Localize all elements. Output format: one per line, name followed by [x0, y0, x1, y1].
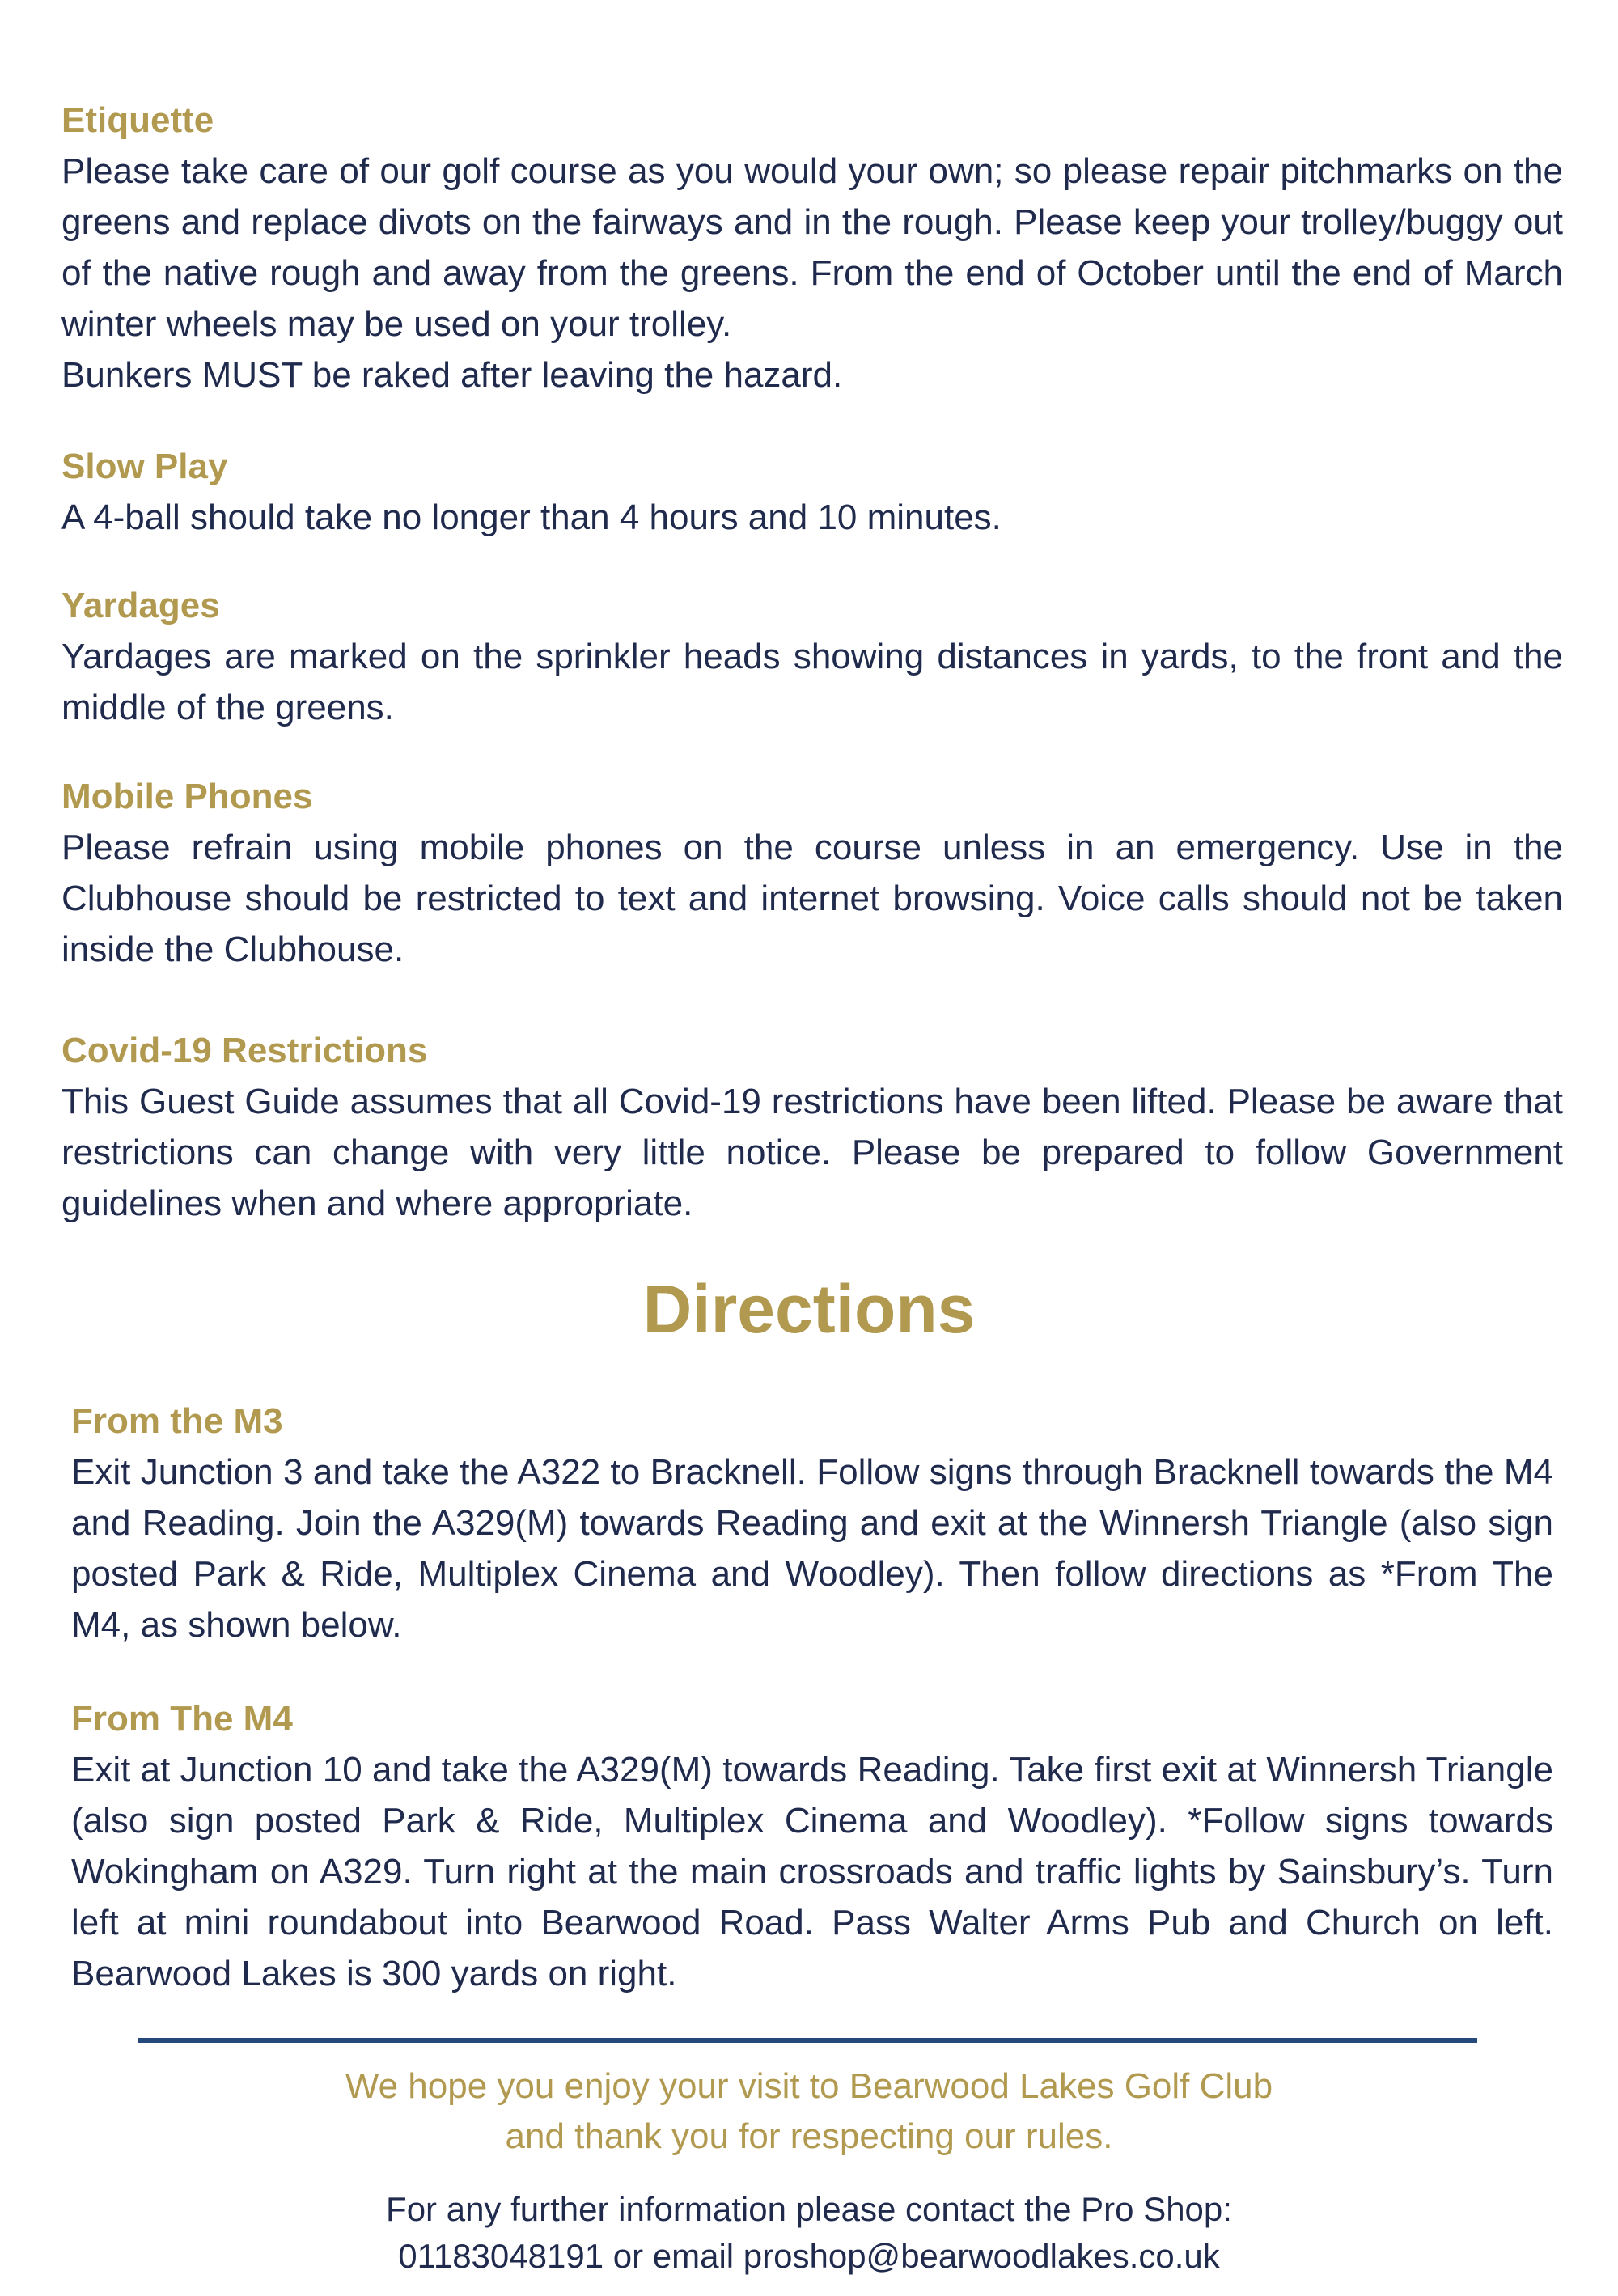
footer-divider — [138, 2038, 1477, 2043]
from-m4-section — [71, 1694, 1553, 1999]
closing-line-2: and thank you for respecting our rules. — [505, 2116, 1113, 2156]
contact-info — [0, 2186, 1618, 2280]
closing-line-1: We hope you enjoy your visit to Bearwood Lakes Golf Club — [345, 2066, 1273, 2106]
mobile-phones-body — [61, 822, 1563, 975]
mobile-phones-text: Please refrain using mobile phones on the course unless in an emergency. Use in the Clubhouse should be restricted to text and internet browsing. Voice calls should not be taken inside the Clubhouse. — [61, 828, 1563, 969]
etiquette-paragraph: Please take care of our golf course as you would your own; so please repair pitchmarks on the greens and replace divots on the fairways and in the rough. Please keep your trolley/buggy out of the native rough and away from the greens. From the end of October until the end of March winter wheels may be used on your trolley. — [61, 151, 1563, 344]
from-m3-text: Exit Junction 3 and take the A322 to Bracknell. Follow signs through Bracknell towards the M4 and Reading. Join the A329(M) towards Reading and exit at the Winnersh Triangle (also sign posted Park & Ride, Multiplex Cinema and Woodley). Then follow directions as *From The M4, as shown below. — [71, 1452, 1553, 1645]
bunkers-note: Bunkers MUST be raked after leaving the hazard. — [61, 355, 843, 395]
closing-message — [0, 2061, 1618, 2162]
yardages-body — [61, 631, 1563, 733]
covid-section — [61, 1026, 1563, 1229]
yardages-text: Yardages are marked on the sprinkler heads showing distances in yards, to the front and the middle of the greens. — [61, 637, 1563, 727]
covid-body — [61, 1076, 1563, 1229]
etiquette-section — [61, 95, 1563, 400]
mobile-phones-heading: Mobile Phones — [61, 777, 313, 816]
yardages-section — [61, 581, 1563, 733]
contact-line-2: 01183048191 or email proshop@bearwoodlakes.co.uk — [398, 2237, 1220, 2275]
slow-play-text: A 4-ball should take no longer than 4 hours and 10 minutes. — [61, 498, 1002, 537]
mobile-phones-section — [61, 772, 1563, 975]
from-m4-heading: From The M4 — [71, 1699, 293, 1739]
etiquette-heading: Etiquette — [61, 100, 214, 140]
covid-heading: Covid-19 Restrictions — [61, 1031, 428, 1070]
yardages-heading: Yardages — [61, 586, 220, 625]
directions-title: Directions — [642, 1271, 976, 1347]
contact-line-1: For any further information please contact the Pro Shop: — [386, 2190, 1232, 2228]
from-m4-body — [71, 1744, 1553, 1999]
from-m3-heading: From the M3 — [71, 1401, 283, 1441]
from-m3-section — [71, 1396, 1553, 1650]
covid-text: This Guest Guide assumes that all Covid-19 restrictions have been lifted. Please be aware that restrictions can change with very little notice. Please be prepared to follow Government guidelines when and where appropriate. — [61, 1082, 1563, 1223]
slow-play-heading: Slow Play — [61, 447, 228, 486]
slow-play-section — [61, 442, 1563, 543]
slow-play-body — [61, 492, 1563, 543]
etiquette-body — [61, 146, 1563, 400]
from-m3-body — [71, 1447, 1553, 1650]
from-m4-text: Exit at Junction 10 and take the A329(M) towards Reading. Take first exit at Winnersh Triangle (also sign posted Park & Ride, Multiplex Cinema and Woodley). *Follow signs towards Wokingham on A329. Turn right at the main crossroads and traffic lights by Sainsbury’s. Turn left at mini roundabout into Bearwood Road. Pass Walter Arms Pub and Church on left. Bearwood Lakes is 300 yards on right. — [71, 1750, 1553, 1993]
